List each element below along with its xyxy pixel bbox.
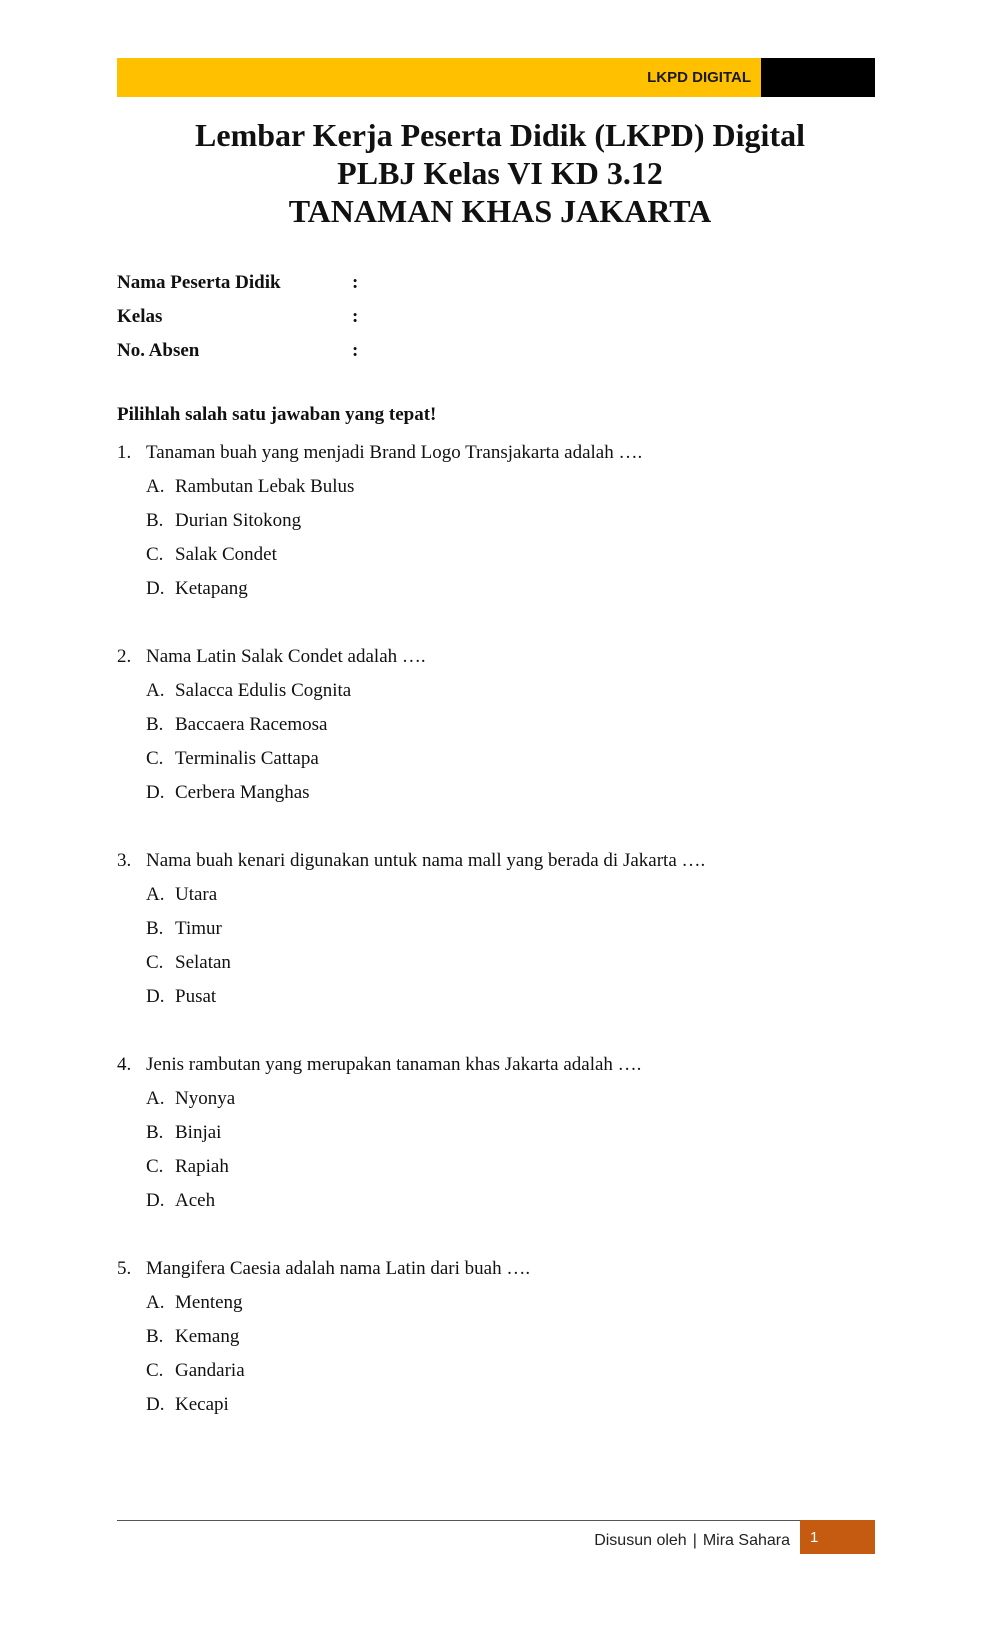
answer-option[interactable] bbox=[117, 504, 877, 538]
option-text: Kemang bbox=[175, 1326, 240, 1347]
instruction: Pilihlah salah satu jawaban yang tepat! bbox=[117, 404, 437, 425]
identity-label: Nama Peserta Didik bbox=[117, 272, 281, 293]
answer-option[interactable] bbox=[117, 912, 877, 946]
answer-option[interactable] bbox=[117, 1082, 877, 1116]
question-stem bbox=[117, 1048, 877, 1082]
option-text: Nyonya bbox=[175, 1088, 236, 1109]
header-black-block bbox=[761, 58, 875, 97]
footer-author-prefix: Disusun oleh bbox=[594, 1532, 687, 1549]
identity-colon: : bbox=[352, 306, 359, 327]
option-letter: B. bbox=[146, 1326, 164, 1347]
answer-option[interactable] bbox=[117, 708, 877, 742]
title-line-3: TANAMAN KHAS JAKARTA bbox=[288, 193, 712, 229]
title-line-1: Lembar Kerja Peserta Didik (LKPD) Digital bbox=[195, 117, 805, 153]
option-text: Durian Sitokong bbox=[175, 510, 302, 531]
question-text: Mangifera Caesia adalah nama Latin dari buah …. bbox=[146, 1258, 531, 1279]
identity-section bbox=[117, 266, 372, 368]
question-number: 4. bbox=[117, 1054, 132, 1075]
footer-separator: | bbox=[692, 1532, 697, 1549]
answer-option[interactable] bbox=[117, 742, 877, 776]
question-list bbox=[117, 436, 877, 1456]
option-letter: C. bbox=[146, 748, 164, 769]
option-text: Salacca Edulis Cognita bbox=[175, 680, 352, 701]
option-letter: D. bbox=[146, 1190, 165, 1211]
question-stem bbox=[117, 640, 877, 674]
option-letter: A. bbox=[146, 1088, 165, 1109]
option-letter: A. bbox=[146, 1292, 165, 1313]
option-text: Aceh bbox=[175, 1190, 216, 1211]
page-number: 1 bbox=[800, 1520, 875, 1554]
option-text: Timur bbox=[175, 918, 222, 939]
option-letter: B. bbox=[146, 1122, 164, 1143]
header-badge: LKPD DIGITAL bbox=[117, 58, 761, 97]
answer-option[interactable] bbox=[117, 946, 877, 980]
identity-colon: : bbox=[352, 272, 359, 293]
question-number: 5. bbox=[117, 1258, 132, 1279]
option-letter: A. bbox=[146, 476, 165, 497]
question-number: 1. bbox=[117, 442, 132, 463]
option-text: Salak Condet bbox=[175, 544, 277, 565]
option-text: Menteng bbox=[175, 1292, 243, 1313]
answer-option[interactable] bbox=[117, 572, 877, 606]
option-letter: D. bbox=[146, 782, 165, 803]
question-1 bbox=[117, 436, 877, 606]
option-letter: C. bbox=[146, 544, 164, 565]
answer-option[interactable] bbox=[117, 1286, 877, 1320]
option-text: Selatan bbox=[175, 952, 231, 973]
option-letter: D. bbox=[146, 1394, 165, 1415]
question-number: 3. bbox=[117, 850, 132, 871]
answer-option[interactable] bbox=[117, 674, 877, 708]
question-3 bbox=[117, 844, 877, 1014]
answer-option[interactable] bbox=[117, 776, 877, 810]
answer-option[interactable] bbox=[117, 878, 877, 912]
option-letter: D. bbox=[146, 578, 165, 599]
identity-label: Kelas bbox=[117, 306, 163, 327]
question-stem bbox=[117, 844, 877, 878]
option-letter: C. bbox=[146, 1360, 164, 1381]
question-text: Tanaman buah yang menjadi Brand Logo Transjakarta adalah …. bbox=[146, 442, 643, 463]
answer-option[interactable] bbox=[117, 1354, 877, 1388]
answer-option[interactable] bbox=[117, 1388, 877, 1422]
footer-author: Mira Sahara bbox=[702, 1532, 790, 1549]
identity-row-absen bbox=[117, 334, 372, 368]
answer-option[interactable] bbox=[117, 538, 877, 572]
identity-row-name bbox=[117, 266, 372, 300]
answer-option[interactable] bbox=[117, 980, 877, 1014]
option-text: Ketapang bbox=[175, 578, 248, 599]
option-letter: D. bbox=[146, 986, 165, 1007]
question-stem bbox=[117, 1252, 877, 1286]
answer-option[interactable] bbox=[117, 1150, 877, 1184]
question-stem bbox=[117, 436, 877, 470]
option-text: Cerbera Manghas bbox=[175, 782, 310, 803]
page-title bbox=[0, 116, 1000, 230]
option-letter: B. bbox=[146, 714, 164, 735]
option-letter: B. bbox=[146, 510, 164, 531]
option-text: Utara bbox=[175, 884, 218, 905]
question-5 bbox=[117, 1252, 877, 1422]
question-text: Nama Latin Salak Condet adalah …. bbox=[146, 646, 426, 667]
option-text: Binjai bbox=[175, 1122, 222, 1143]
option-text: Rapiah bbox=[175, 1156, 229, 1177]
answer-option[interactable] bbox=[117, 1320, 877, 1354]
identity-colon: : bbox=[352, 340, 359, 361]
option-letter: A. bbox=[146, 884, 165, 905]
question-2 bbox=[117, 640, 877, 810]
question-number: 2. bbox=[117, 646, 132, 667]
option-letter: C. bbox=[146, 952, 164, 973]
option-letter: C. bbox=[146, 1156, 164, 1177]
answer-option[interactable] bbox=[117, 470, 877, 504]
option-text: Gandaria bbox=[175, 1360, 245, 1381]
identity-row-class bbox=[117, 300, 372, 334]
footer-divider bbox=[117, 1520, 800, 1521]
option-text: Rambutan Lebak Bulus bbox=[175, 476, 355, 497]
answer-option[interactable] bbox=[117, 1184, 877, 1218]
option-text: Pusat bbox=[175, 986, 217, 1007]
question-4 bbox=[117, 1048, 877, 1218]
title-line-2: PLBJ Kelas VI KD 3.12 bbox=[337, 155, 663, 191]
option-text: Terminalis Cattapa bbox=[175, 748, 319, 769]
option-text: Baccaera Racemosa bbox=[175, 714, 328, 735]
option-letter: B. bbox=[146, 918, 164, 939]
question-text: Jenis rambutan yang merupakan tanaman khas Jakarta adalah …. bbox=[146, 1054, 642, 1075]
header-band bbox=[117, 58, 875, 97]
identity-label: No. Absen bbox=[117, 340, 200, 361]
footer-credit bbox=[594, 1524, 790, 1558]
answer-option[interactable] bbox=[117, 1116, 877, 1150]
option-letter: A. bbox=[146, 680, 165, 701]
option-text: Kecapi bbox=[175, 1394, 229, 1415]
question-text: Nama buah kenari digunakan untuk nama mall yang berada di Jakarta …. bbox=[146, 850, 706, 871]
